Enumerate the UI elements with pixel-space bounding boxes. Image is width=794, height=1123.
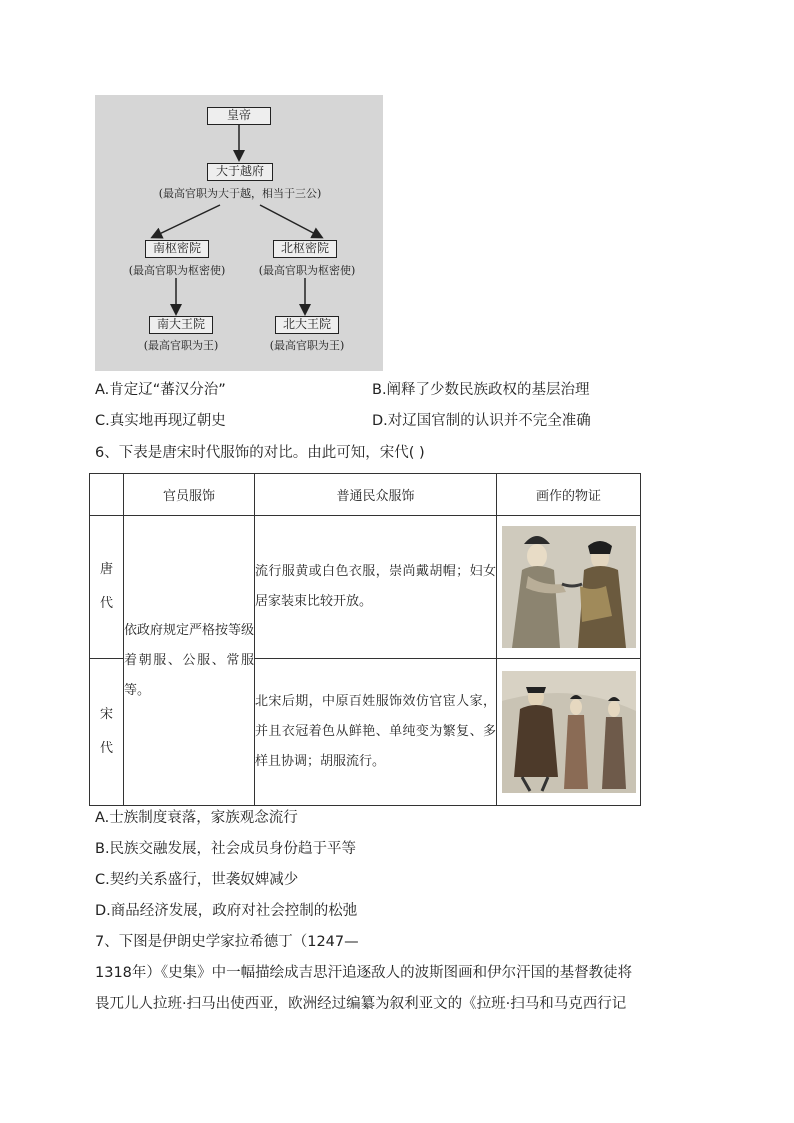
q6-option-a: A.士族制度衰落，家族观念流行 bbox=[95, 810, 298, 826]
dayuyue-box: 大于越府 bbox=[207, 163, 273, 181]
q5-option-b: B.阐释了少数民族政权的基层治理 bbox=[372, 382, 590, 398]
arrow-dayuyue-south bbox=[153, 205, 220, 237]
table-header-row bbox=[90, 474, 641, 516]
q5-option-d: D.对辽国官制的认识并不完全准确 bbox=[372, 413, 591, 429]
table-row-tang bbox=[90, 516, 641, 659]
q5-option-a: A.肯定辽“蕃汉分治” bbox=[95, 382, 226, 398]
row-label-song bbox=[90, 659, 124, 806]
song-painting-image bbox=[502, 671, 636, 793]
tang-song-clothing-table bbox=[89, 473, 640, 804]
north-king-box: 北大王院 bbox=[275, 316, 339, 334]
tang-painting-cell bbox=[497, 516, 641, 659]
q6-stem: 6、下表是唐宋时代服饰的对比。由此可知，宋代( ) bbox=[95, 445, 425, 461]
q5-option-c: C.真实地再现辽朝史 bbox=[95, 413, 226, 429]
song-painting-cell bbox=[497, 659, 641, 806]
arrow-dayuyue-north bbox=[260, 205, 321, 237]
liao-official-system-diagram bbox=[95, 95, 383, 371]
tang-char-2: 代 bbox=[99, 596, 113, 611]
diagram-arrows bbox=[95, 95, 383, 371]
q7-line-3: 畏兀儿人拉班·扫马出使西亚，欧洲经过编纂为叙利亚文的《拉班·扫马和马克西行记 bbox=[95, 996, 627, 1012]
header-empty bbox=[90, 474, 124, 516]
q6-option-c: C.契约关系盛行，世袭奴婢减少 bbox=[95, 872, 299, 888]
q6-option-d: D.商品经济发展，政府对社会控制的松弛 bbox=[95, 903, 358, 919]
north-king-note: (最高官职为王) bbox=[269, 339, 345, 352]
tang-char-1: 唐 bbox=[99, 562, 113, 577]
q7-line-2: 1318年）《史集》中一幅描绘成吉思汗追逐敌人的波斯图画和伊尔汗国的基督教徒将 bbox=[95, 965, 633, 981]
south-privy-box: 南枢密院 bbox=[145, 240, 209, 258]
tang-common-clothing-cell: 流行服黄或白色衣服，崇尚戴胡帽；妇女居家装束比较开放。 bbox=[255, 516, 497, 659]
header-painting: 画作的物证 bbox=[497, 474, 641, 516]
q7-line-1: 7、下图是伊朗史学家拉希德丁（1247— bbox=[95, 934, 359, 950]
song-char-1: 宋 bbox=[99, 707, 113, 722]
q6-option-b: B.民族交融发展，社会成员身份趋于平等 bbox=[95, 841, 357, 857]
song-common-clothing-cell: 北宋后期，中原百姓服饰效仿官宦人家，并且衣冠着色从鲜艳、单纯变为繁复、多样且协调；胡服流行。 bbox=[255, 659, 497, 806]
north-privy-box: 北枢密院 bbox=[273, 240, 337, 258]
song-char-2: 代 bbox=[99, 741, 113, 756]
south-privy-note: (最高官职为枢密使) bbox=[128, 264, 226, 277]
south-king-box: 南大王院 bbox=[149, 316, 213, 334]
south-king-note: (最高官职为王) bbox=[143, 339, 219, 352]
header-official: 官员服饰 bbox=[124, 474, 255, 516]
header-common: 普通民众服饰 bbox=[255, 474, 497, 516]
tang-painting-image bbox=[502, 526, 636, 648]
dayuyue-note: (最高官职为大于越，相当于三公) bbox=[158, 187, 322, 200]
row-label-tang bbox=[90, 516, 124, 659]
official-clothing-cell: 依政府规定严格按等级着朝服、公服、常服等。 bbox=[124, 516, 255, 806]
north-privy-note: (最高官职为枢密使) bbox=[258, 264, 356, 277]
emperor-box: 皇帝 bbox=[207, 107, 271, 125]
